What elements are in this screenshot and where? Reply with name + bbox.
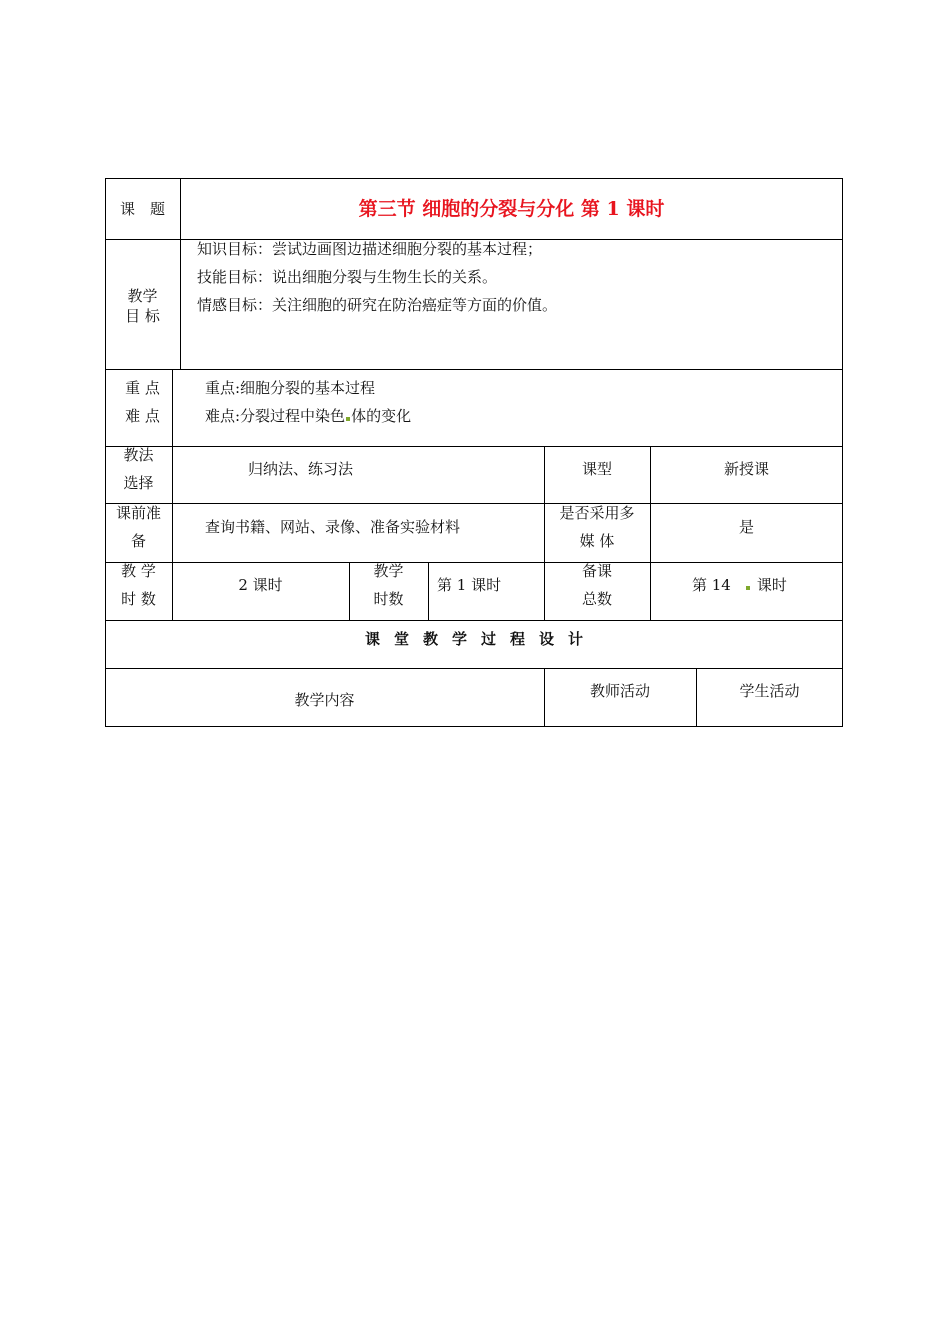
col-student-header: 学生活动 bbox=[739, 682, 800, 700]
period-value: 第 1 课时 bbox=[437, 576, 502, 594]
method-label-line1: 教法 bbox=[123, 446, 154, 464]
period-label-line2: 时数 bbox=[373, 590, 404, 608]
goals-label-line2: 目 标 bbox=[125, 307, 160, 325]
goal-skill: 技能目标：说出细胞分裂与生物生长的关系。 bbox=[197, 268, 498, 286]
row-divider bbox=[105, 446, 843, 447]
process-header: 课堂教学过程设计 bbox=[364, 630, 597, 648]
goals-label-line1: 教学 bbox=[127, 287, 158, 305]
method-value: 归纳法、练习法 bbox=[248, 460, 354, 478]
total-label-line1: 备课 bbox=[581, 562, 612, 580]
col-teacher-header: 教师活动 bbox=[589, 682, 650, 700]
hours-label-line2: 时 数 bbox=[121, 590, 156, 608]
row-divider bbox=[105, 668, 843, 669]
difficult-point: 难点:分裂过程中染色 体的变化 bbox=[205, 407, 412, 425]
lesson-title: 第三节 细胞的分裂与分化 第 1 课时 bbox=[358, 198, 665, 220]
total-value: 第 14 课时 bbox=[692, 576, 787, 594]
method-label-line2: 选择 bbox=[123, 474, 154, 492]
key-point: 重点:细胞分裂的基本过程 bbox=[205, 379, 376, 397]
col-divider bbox=[428, 562, 429, 620]
type-label: 课型 bbox=[581, 460, 612, 478]
type-value: 新授课 bbox=[723, 460, 769, 478]
goal-emotion: 情感目标：关注细胞的研究在防治癌症等方面的价值。 bbox=[197, 296, 558, 314]
key-label-line2: 难 点 bbox=[125, 407, 160, 425]
goals-label bbox=[105, 286, 180, 326]
goal-knowledge: 知识目标：尝试边画图边描述细胞分裂的基本过程； bbox=[197, 240, 543, 258]
hours-label-line1: 教 学 bbox=[121, 562, 156, 580]
row-divider bbox=[105, 369, 843, 370]
media-value: 是 bbox=[738, 518, 754, 536]
prep-value: 查询书籍、网站、录像、准备实验材料 bbox=[205, 518, 461, 536]
row-divider bbox=[105, 562, 843, 563]
col-content-header: 教学内容 bbox=[294, 691, 355, 709]
row-divider bbox=[105, 620, 843, 621]
period-label-line1: 教学 bbox=[373, 562, 404, 580]
media-label-line1: 是否采用多 bbox=[559, 504, 635, 522]
topic-label: 课 题 bbox=[119, 200, 165, 218]
key-label-line1: 重 点 bbox=[125, 379, 160, 397]
mark-dot bbox=[346, 417, 350, 421]
prep-label-line2: 备 bbox=[130, 532, 146, 550]
mark-dot bbox=[746, 586, 750, 590]
media-label-line2: 媒 体 bbox=[579, 532, 615, 550]
prep-label-line1: 课前准 bbox=[115, 504, 161, 522]
total-label-line2: 总数 bbox=[581, 590, 612, 608]
hours-value: 2 课时 bbox=[238, 576, 283, 594]
row-divider bbox=[105, 503, 843, 504]
